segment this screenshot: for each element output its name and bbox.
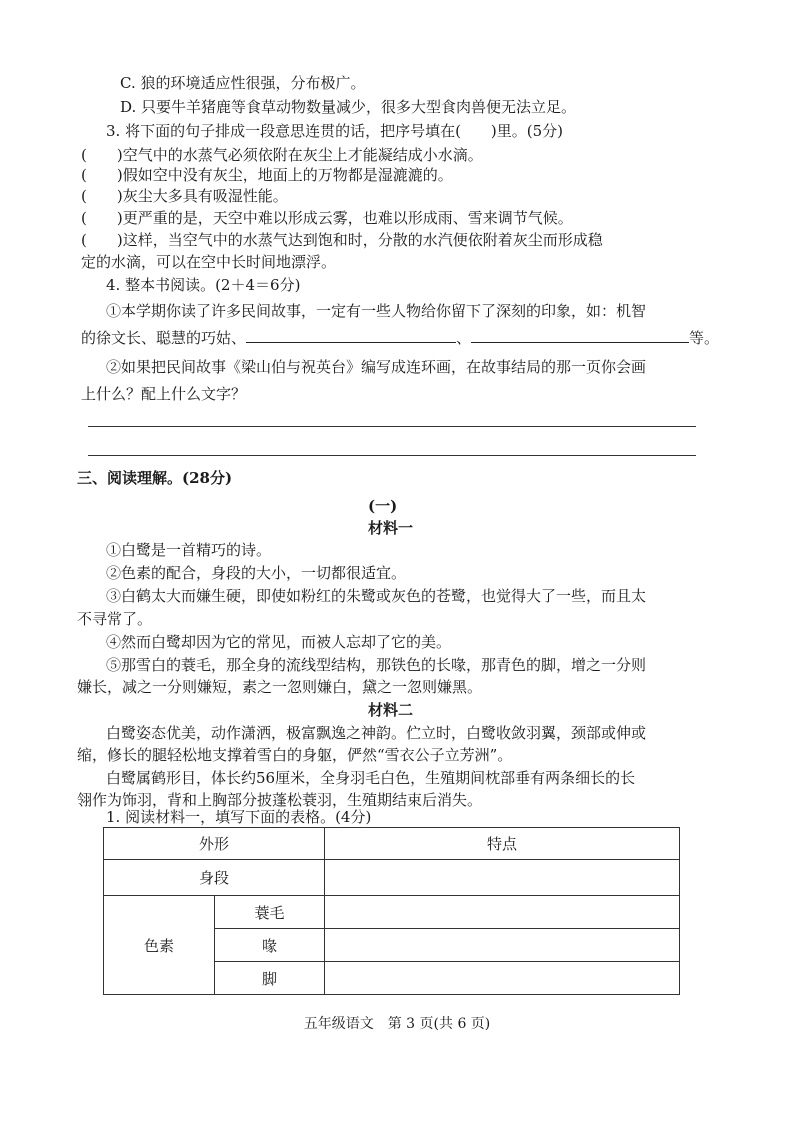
answer-cell-feet[interactable]	[325, 962, 680, 995]
feature-table	[103, 827, 680, 995]
table-header-shape: 外形	[104, 828, 325, 860]
q4-prompt: 4. 整本书阅读。(2＋4＝6分)	[106, 276, 301, 294]
q4-part1-line2	[81, 328, 719, 348]
q3-prompt: 3. 将下面的句子排成一段意思连贯的话，把序号填在( )里。(5分)	[106, 122, 564, 140]
table-header-feature: 特点	[325, 828, 680, 860]
q2-option-d: D. 只要牛羊猪鹿等食草动物数量减少，很多大型食肉兽便无法立足。	[120, 98, 577, 116]
material1-para-5-cont: 嫌长，减之一分则嫌短，素之一忽则嫌白，黛之一忽则嫌黑。	[77, 678, 483, 696]
material2-para-2-cont: 翎作为饰羽，背和上胸部分披蓬松蓑羽，生殖期结束后消失。	[77, 791, 483, 809]
q3-sentence-5: ( )这样，当空气中的水蒸气达到饱和时，分散的水汽便依附着灰尘而形成稳	[81, 231, 603, 249]
row-label-feather: 蓑毛	[215, 896, 325, 929]
answer-blank-1[interactable]	[246, 328, 456, 343]
row-label-body: 身段	[104, 860, 325, 896]
row-label-beak: 喙	[215, 929, 325, 962]
answer-cell-beak[interactable]	[325, 929, 680, 962]
material1-para-3-cont: 不寻常了。	[77, 610, 153, 628]
material1-para-1: ①白鹭是一首精巧的诗。	[106, 541, 272, 559]
page-footer: 五年级语文 第 3 页(共 6 页)	[303, 1016, 491, 1032]
material1-para-4: ④然而白鹭却因为它的常见，而被人忘却了它的美。	[106, 633, 452, 651]
q3-continuation: 定的水滴，可以在空中长时间地漂浮。	[81, 253, 337, 271]
answer-cell-body[interactable]	[325, 860, 680, 896]
material2-para-1: 白鹭姿态优美，动作潇洒，极富飘逸之神韵。伫立时，白鹭收敛羽翼，颈部或伸或	[106, 724, 647, 742]
q2-option-c: C. 狼的环境适应性很强，分布极广。	[120, 74, 366, 92]
q4-separator: 、	[456, 329, 472, 347]
material2-title: 材料二	[368, 701, 414, 719]
material1-title: 材料一	[368, 519, 414, 537]
q4-part2-line1: ②如果把民间故事《梁山伯与祝英台》编写成连环画，在故事结局的那一页你会画	[106, 358, 647, 376]
q1-prompt: 1. 阅读材料一，填写下面的表格。(4分)	[106, 808, 372, 826]
material1-para-2: ②色素的配合，身段的大小，一切都很适宜。	[106, 564, 407, 582]
q3-sentence-3: ( )灰尘大多具有吸湿性能。	[81, 187, 288, 205]
answer-line-2[interactable]	[88, 455, 696, 456]
q3-sentence-2: ( )假如空中没有灰尘，地面上的万物都是湿漉漉的。	[81, 166, 453, 184]
section3-heading: 三、阅读理解。(28分)	[77, 469, 233, 487]
q3-sentence-4: ( )更严重的是，天空中难以形成云雾，也难以形成雨、雪来调节气候。	[81, 209, 573, 227]
q3-sentence-1: ( )空气中的水蒸气必须依附在灰尘上才能凝结成小水滴。	[81, 146, 483, 164]
material1-para-3: ③白鹤太大而嫌生硬，即使如粉红的朱鹭或灰色的苍鹭，也觉得大了一些，而且太	[106, 587, 647, 605]
row-group-color: 色素	[104, 896, 215, 995]
q4-part1-line1: ①本学期你读了许多民间故事，一定有一些人物给你留下了深刻的印象，如：机智	[106, 302, 647, 320]
material2-para-2: 白鹭属鹤形目，体长约56厘米，全身羽毛白色，生殖期间枕部垂有两条细长的长	[106, 769, 636, 787]
row-label-feet: 脚	[215, 962, 325, 995]
part-label: (一)	[368, 497, 398, 515]
q4-part1-start: 的徐文长、聪慧的巧姑、	[81, 329, 247, 347]
material2-para-1-cont: 缩，修长的腿轻松地支撑着雪白的身躯，俨然“雪衣公子立芳洲”。	[77, 746, 513, 764]
answer-line-1[interactable]	[88, 426, 696, 427]
q4-part1-end: 等。	[689, 329, 720, 347]
q4-part2-line2: 上什么？配上什么文字？	[81, 385, 247, 403]
material1-para-5: ⑤那雪白的蓑毛，那全身的流线型结构，那铁色的长喙，那青色的脚，增之一分则	[106, 656, 647, 674]
answer-cell-feather[interactable]	[325, 896, 680, 929]
answer-blank-2[interactable]	[471, 328, 689, 343]
